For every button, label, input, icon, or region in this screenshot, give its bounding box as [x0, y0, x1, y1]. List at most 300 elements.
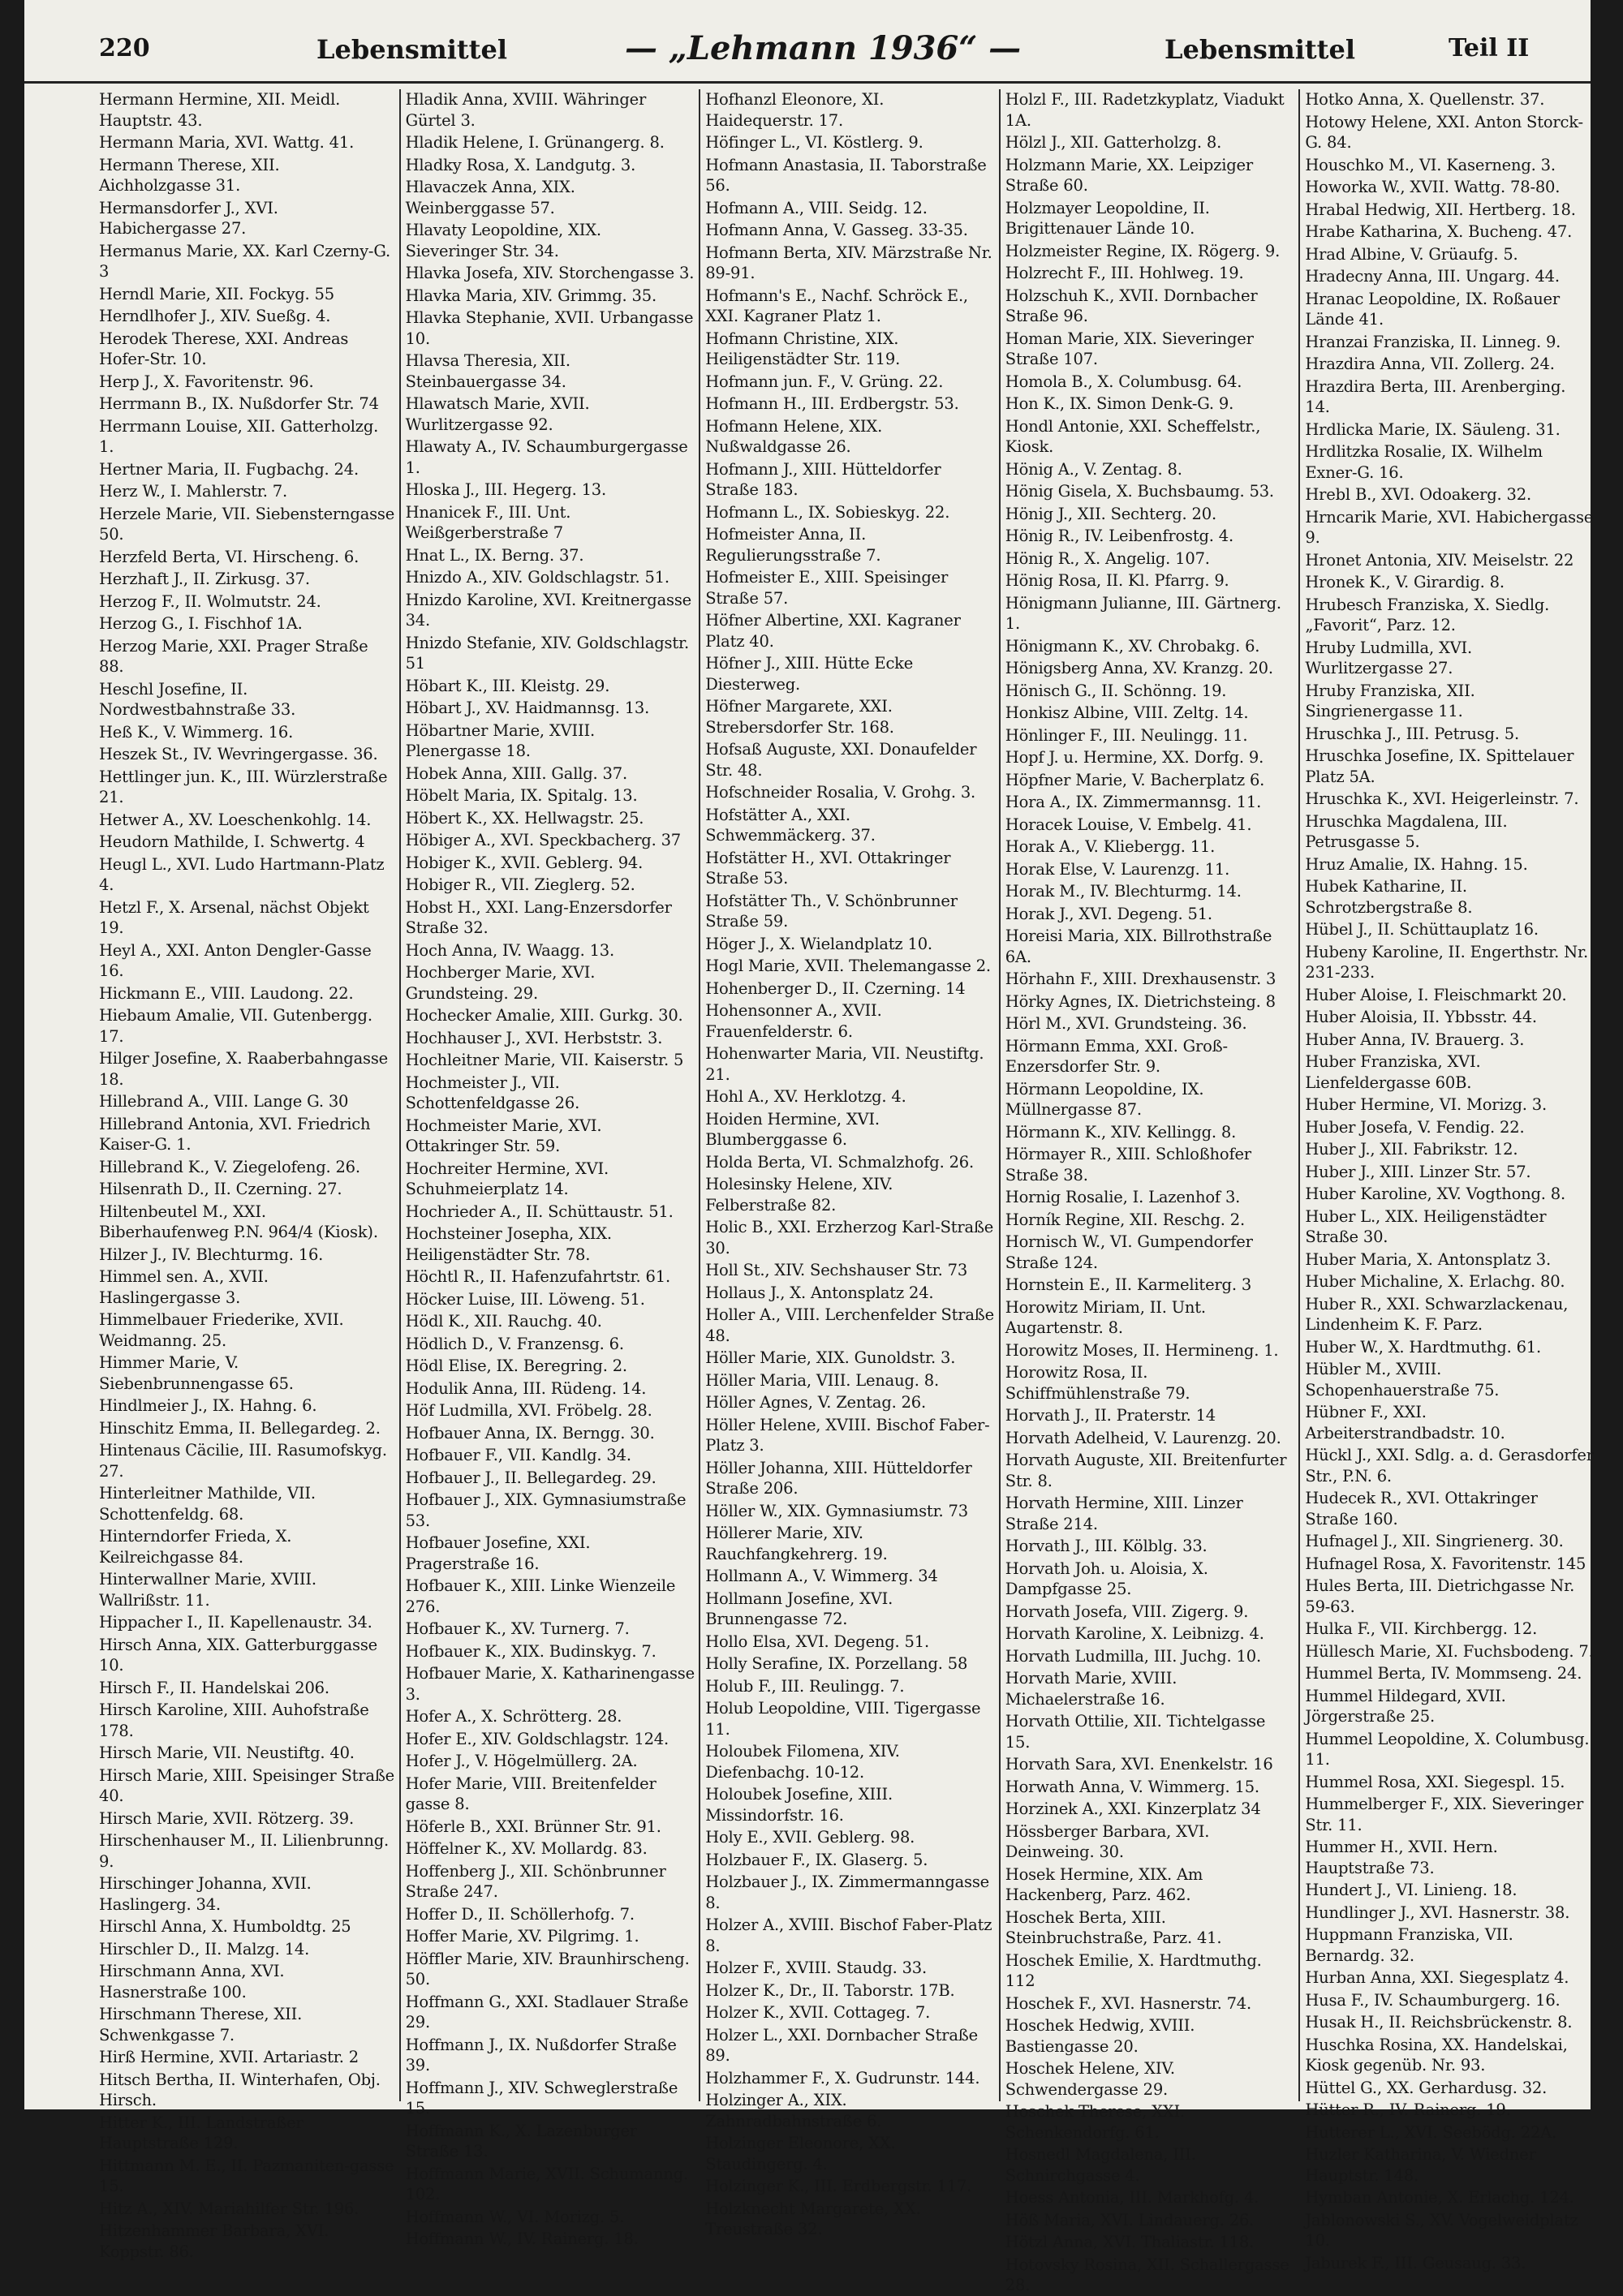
directory-entry: Hrubesch Franziska, X. Siedlg. „Favorit“, Parz. 12.: [1305, 595, 1550, 634]
directory-entry: Horvath Sara, XVI. Enenkelstr. 16: [1005, 1755, 1273, 1774]
directory-entry: Hofstätter H., XVI. Ottakringer Straße 53.: [705, 848, 951, 888]
directory-entry: Hollaus J., X. Antonsplatz 24.: [705, 1283, 934, 1302]
directory-entry: Hon K., IX. Simon Denk-G. 9.: [1005, 394, 1234, 413]
directory-entry: Hofbauer Marie, X. Katharinengasse 3.: [405, 1664, 695, 1704]
directory-entry: Holzbauer J., IX. Zimmermanngasse 8.: [705, 1872, 989, 1912]
directory-entry: Hirsch Anna, XIX. Gatterburggasse 10.: [99, 1635, 377, 1675]
directory-entry: Hochberger Marie, XVI. Grundsteing. 29.: [405, 963, 596, 1003]
directory-entry: Hradecny Anna, III. Ungarg. 44.: [1305, 267, 1560, 286]
directory-entry: Hlavka Maria, XIV. Grimmg. 35.: [405, 286, 657, 305]
directory-entry: Hurban Anna, XXI. Siegesplatz 4.: [1305, 1968, 1569, 1987]
directory-entry: Hotovsky Rosina, XII. Schallergasse 28.: [1005, 2255, 1289, 2294]
directory-entry: Hörmann K., XIV. Kellingg. 8.: [1005, 1122, 1237, 1142]
directory-entry: Hermansdorfer J., XVI. Habichergasse 27.: [99, 198, 278, 238]
directory-entry: Himmer Marie, V. Siebenbrunnengasse 65.: [99, 1353, 294, 1393]
directory-entry: Hilzer J., IV. Blechturmg. 16.: [99, 1245, 324, 1264]
directory-page: [24, 0, 1594, 2294]
directory-entry: Horvath Ottilie, XII. Tichtelgasse 15.: [1005, 1712, 1266, 1752]
directory-entry: Hochecker Amalie, XIII. Gurkg. 30.: [405, 1006, 683, 1025]
directory-entry: Holl St., XIV. Sechshauser Str. 73: [705, 1261, 968, 1279]
directory-entry: Höfner Albertine, XXI. Kagraner Platz 40.: [705, 611, 961, 651]
directory-entry: Hohenberger D., II. Czerning. 14: [705, 978, 966, 998]
directory-entry: Hochrieder A., II. Schüttaustr. 51.: [405, 1202, 674, 1221]
directory-entry: Huber Karoline, XV. Vogthong. 8.: [1305, 1185, 1565, 1203]
directory-entry: Höffler Marie, XIV. Braunhirscheng. 50.: [405, 1949, 690, 1989]
directory-entry: Hermann Maria, XVI. Wattg. 41.: [99, 133, 355, 152]
directory-entry: Höller W., XIX. Gymnasiumstr. 73: [705, 1501, 968, 1520]
directory-entry: Hollo Elsa, XVI. Degeng. 51.: [705, 1632, 929, 1651]
directory-entry: Hosek Hermine, XIX. Am Hackenberg, Parz. 462.: [1005, 1864, 1203, 1904]
directory-entry: Hoffmann W., IV. Rainerg. 18.: [405, 2229, 639, 2248]
directory-entry: Hofbauer J., II. Bellegardeg. 29.: [405, 1468, 657, 1487]
directory-entry: Holzinger K., III. Erdbergstr. 117.: [705, 2177, 972, 2195]
directory-entry: Horwath Anna, V. Wimmerg. 15.: [1005, 1777, 1259, 1796]
directory-entry: Hödlich D., V. Franzensg. 6.: [405, 1334, 624, 1353]
directory-entry: Hillebrand K., V. Ziegelofeng. 26.: [99, 1157, 360, 1176]
directory-entry: Herzog Marie, XXI. Prager Straße 88.: [99, 636, 368, 676]
directory-entry: Hirsch Karoline, XIII. Auhofstraße 178.: [99, 1701, 369, 1740]
directory-entry: Hoffmann J., XIV. Schweglerstraße 15.: [405, 2078, 678, 2118]
directory-entry: Horvath Ludmilla, III. Juchg. 10.: [1005, 1646, 1261, 1666]
directory-entry: Hinterwallner Marie, XVIII. Wallrißstr. 11.: [99, 1570, 316, 1610]
directory-entry: Hintenaus Cäcilie, III. Rasumofskyg. 27.: [99, 1441, 387, 1481]
directory-entry: Hödl Elise, IX. Beregring. 2.: [405, 1357, 627, 1375]
directory-entry: Herz W., I. Mahlerstr. 7.: [99, 482, 287, 501]
directory-entry: Hruschka K., XVI. Heigerleinstr. 7.: [1305, 789, 1579, 808]
directory-entry: Herp J., X. Favoritenstr. 96.: [99, 372, 314, 391]
directory-entry: Holly Serafine, IX. Porzellang. 58: [705, 1654, 968, 1673]
directory-entry: Hules Berta, III. Dietrichgasse Nr. 59-63.: [1305, 1576, 1575, 1616]
directory-entry: Hodulik Anna, III. Rüdeng. 14.: [405, 1378, 647, 1398]
directory-entry: Höllerer Marie, XIV. Rauchfangkehrerg. 19.: [705, 1524, 888, 1563]
publication-title: — „Lehmann 1936“ —: [625, 29, 1022, 67]
directory-entry: Hoffmann K., X. Lazenburger Straße 13.: [405, 2121, 637, 2161]
directory-entry: Hofmann's E., Nachf. Schröck E., XXI. Kagraner Platz 1.: [705, 286, 968, 325]
directory-entry: Hönig J., XII. Sechterg. 20.: [1005, 504, 1216, 523]
directory-entry: Huber J., XIII. Linzer Str. 57.: [1305, 1162, 1531, 1181]
directory-entry: Hladik Helene, I. Grünangerg. 8.: [405, 133, 665, 152]
directory-entry: Hummel Rosa, XXI. Siegespl. 15.: [1305, 1772, 1565, 1791]
directory-entry: Hymban Antonie, X. Erlachg. 124.: [1305, 2188, 1574, 2207]
directory-entry: Hobst H., XXI. Lang-Enzersdorfer Straße 32.: [405, 897, 672, 937]
directory-entry: Hütter R., IV. Rainerg. 19.: [1305, 2100, 1511, 2119]
directory-entry: Hornstein E., II. Karmeliterg. 3: [1005, 1275, 1252, 1294]
directory-entry: Hirschenhauser M., II. Lilienbrunng. 9.: [99, 1831, 390, 1871]
directory-entry: Höbelt Maria, IX. Spitalg. 13.: [405, 786, 638, 805]
directory-entry: Hofbauer J., XIX. Gymnasiumstraße 53.: [405, 1490, 687, 1530]
directory-entry: Herzele Marie, VII. Siebensterngasse 50.: [99, 504, 395, 544]
directory-entry: Horvath J., II. Praterstr. 14: [1005, 1406, 1216, 1425]
directory-entry: Hirsch Marie, XVII. Rötzerg. 39.: [99, 1808, 354, 1828]
directory-entry: Höller Agnes, V. Zentag. 26.: [705, 1393, 927, 1412]
directory-entry: Hippacher I., II. Kapellenaustr. 34.: [99, 1613, 372, 1632]
column-4: [999, 89, 1299, 2294]
directory-entry: Hrad Albine, V. Grüaufg. 5.: [1305, 244, 1518, 264]
directory-entry: Hobek Anna, XIII. Gallg. 37.: [405, 763, 627, 783]
directory-entry: Horvath Joh. u. Aloisia, X. Dampfgasse 25.: [1005, 1559, 1208, 1598]
directory-entry: Hulka F., VII. Kirchbergg. 12.: [1305, 1619, 1538, 1638]
directory-entry: Hüttel G., XX. Gerhardusg. 32.: [1305, 2078, 1548, 2097]
directory-entry: Holzrecht F., III. Hohlweg. 19.: [1005, 264, 1244, 282]
directory-entry: Huber Franziska, XVI. Lienfeldergasse 60B.: [1305, 1052, 1481, 1092]
directory-entry: Hohensonner A., XVII. Frauenfelderstr. 6.: [705, 1001, 882, 1041]
directory-entry: Himmelbauer Friederike, XVII. Weidmanng. 25.: [99, 1310, 344, 1350]
directory-entry: Hofschneider Rosalia, V. Grohg. 3.: [705, 783, 976, 802]
directory-entry: Hetwer A., XV. Loeschenkohlg. 14.: [99, 810, 372, 829]
directory-entry: Hornig Rosalie, I. Lazenhof 3.: [1005, 1188, 1241, 1206]
directory-entry: Huber Aloisia, II. Ybbsstr. 44.: [1305, 1008, 1537, 1026]
directory-entry: Hinschitz Emma, II. Bellegardeg. 2.: [99, 1418, 381, 1438]
directory-entry: Höcker Luise, III. Löweng. 51.: [405, 1289, 645, 1309]
directory-entry: Huber Michaline, X. Erlachg. 80.: [1305, 1272, 1565, 1291]
directory-entry: Hönigsberg Anna, XV. Kranzg. 20.: [1005, 659, 1273, 677]
directory-entry: Heudorn Mathilde, I. Schwertg. 4: [99, 832, 365, 851]
directory-entry: Hirschl Anna, X. Humboldtg. 25: [99, 1917, 351, 1936]
directory-entry: Hufnagel J., XII. Singrienerg. 30.: [1305, 1532, 1564, 1550]
directory-entry: Hogl Marie, XVII. Thelemangasse 2.: [705, 957, 991, 975]
directory-entry: Hochhauser J., XVI. Herbststr. 3.: [405, 1028, 663, 1047]
directory-entry: Hirß Hermine, XVII. Artariastr. 2: [99, 2048, 359, 2066]
directory-entry: Hirschmann Anna, XVI. Hasnerstraße 100.: [99, 1962, 285, 2001]
directory-entry: Horvath Adelheid, V. Laurenzg. 20.: [1005, 1428, 1281, 1447]
directory-entry: Hübler M., XVIII. Schopenhauerstraße 75.: [1305, 1360, 1500, 1400]
directory-entry: Hlawaty A., IV. Schaumburgergasse 1.: [405, 437, 688, 477]
directory-entry: Heszek St., IV. Wevringergasse. 36.: [99, 745, 378, 763]
directory-entry: Hitter K., III. Landstraßer Hauptstraße 129.: [99, 2113, 304, 2152]
directory-entry: Hindlmeier J., IX. Hahng. 6.: [99, 1396, 317, 1415]
directory-entry: Hrdlicka Marie, IX. Säuleng. 31.: [1305, 419, 1561, 439]
directory-entry: Herndlhofer J., XIV. Sueßg. 4.: [99, 307, 331, 325]
directory-entry: Hlavaty Leopoldine, XIX. Sieveringer Str. 34.: [405, 221, 601, 260]
directory-entry: Holzinger Eleonore, XX. Staudingerg. 4.: [705, 2134, 896, 2173]
directory-entry: Höf Ludmilla, XVI. Fröbelg. 28.: [405, 1401, 652, 1420]
directory-entry: Holler A., VIII. Lerchenfelder Straße 48.: [705, 1305, 994, 1345]
directory-entry: Hoschek Therese, XXI. Schenkendorfg. 61.: [1005, 2102, 1185, 2142]
directory-entry: Hrebl B., XVI. Odoakerg. 32.: [1305, 485, 1531, 504]
directory-entry: Hruschka Magdalena, III. Petrusgasse 5.: [1305, 811, 1508, 851]
directory-entry: Höß Maria, XVI. Lindauerg. 26.: [1005, 2210, 1255, 2229]
directory-entry: Hofmeister E., XIII. Speisinger Straße 57.: [705, 568, 949, 608]
directory-entry: Husak H., II. Reichsbrückenstr. 8.: [1305, 2013, 1573, 2032]
directory-entry: Hochleitner Marie, VII. Kaiserstr. 5: [405, 1051, 684, 1069]
directory-entry: Hofbauer F., VII. Kandlg. 34.: [405, 1446, 631, 1464]
directory-entry: Heschl Josefine, II. Nordwestbahnstraße 33.: [99, 679, 296, 719]
directory-entry: Hörky Agnes, IX. Dietrichsteing. 8: [1005, 991, 1276, 1011]
directory-entry: Holzschuh K., XVII. Dornbacher Straße 96.: [1005, 286, 1258, 325]
directory-entry: Hoffmann G., XXI. Stadlauer Straße 29.: [405, 1992, 689, 2032]
directory-entry: Höger J., X. Wielandplatz 10.: [705, 934, 932, 953]
page-header: [24, 0, 1591, 84]
directory-entry: Himmel sen. A., XVII. Haslingergasse 3.: [99, 1267, 269, 1307]
directory-entry: Hufnagel Rosa, X. Favoritenstr. 145: [1305, 1554, 1586, 1573]
directory-entry: Hummelberger F., XIX. Sieveringer Str. 11.: [1305, 1795, 1584, 1834]
directory-entry: Hölzl J., XII. Gatterholzg. 8.: [1005, 133, 1222, 152]
directory-entry: Holzl F., III. Radetzkyplatz, Viadukt 1A.: [1005, 90, 1285, 130]
directory-entry: Hofstätter Th., V. Schönbrunner Straße 59.: [705, 891, 958, 931]
directory-entry: Hermanus Marie, XX. Karl Czerny-G. 3: [99, 241, 391, 281]
directory-entry: Hummel Leopoldine, X. Columbusg. 11.: [1305, 1729, 1590, 1769]
directory-entry: Hiebaum Amalie, VII. Gutenbergg. 17.: [99, 1006, 372, 1046]
directory-entry: Hlavsa Theresia, XII. Steinbauergasse 34.: [405, 351, 570, 391]
directory-entry: Hilsenrath D., II. Czerning. 27.: [99, 1180, 342, 1198]
directory-entry: Horowitz Moses, II. Hermineng. 1.: [1005, 1340, 1279, 1360]
directory-entry: Huber Josefa, V. Fendig. 22.: [1305, 1117, 1525, 1137]
directory-entry: Herzhaft J., II. Zirkusg. 37.: [99, 570, 310, 588]
directory-entry: Hofstätter A., XXI. Schwemmäckerg. 37.: [705, 805, 876, 845]
directory-entry: Hönisch G., II. Schönng. 19.: [1005, 681, 1227, 700]
directory-entry: Hochmeister J., VII. Schottenfeldgasse 26.: [405, 1073, 580, 1112]
directory-entry: Hitzenhammer Barbara, XVI. Koppstr. 86.: [99, 2221, 329, 2261]
directory-entry: Hilger Josefine, X. Raaberbahngasse 18.: [99, 1049, 388, 1089]
directory-entry: Hummel Hildegard, XVII. Jörgerstraße 25.: [1305, 1686, 1506, 1726]
directory-entry: Hoffmann W., VI. Morizg. 5.: [405, 2207, 625, 2226]
directory-entry: Horak Else, V. Laurenzg. 11.: [1005, 859, 1230, 879]
directory-entry: Huber Aloise, I. Fleischmarkt 20.: [1305, 985, 1567, 1004]
directory-entry: Hoschek Hedwig, XVIII. Bastiengasse 20.: [1005, 2016, 1195, 2056]
directory-entry: Höferle B., XXI. Brünner Str. 91.: [405, 1817, 661, 1836]
part-label: Teil II: [1449, 34, 1530, 62]
directory-entry: Hrazdira Anna, VII. Zollerg. 24.: [1305, 355, 1555, 373]
directory-entry: Hörl M., XVI. Grundsteing. 36.: [1005, 1014, 1247, 1033]
directory-entry: Hofbauer Josefine, XXI. Pragerstraße 16.: [405, 1533, 591, 1573]
directory-entry: Holzmeister Regine, IX. Rögerg. 9.: [1005, 241, 1281, 260]
directory-entry: Herzog F., II. Wolmutstr. 24.: [99, 591, 321, 611]
directory-entry: Hickmann E., VIII. Laudong. 22.: [99, 983, 354, 1003]
directory-entry: Hermann Therese, XII. Aichholzgasse 31.: [99, 155, 280, 195]
directory-entry: Hönigmann Julianne, III. Gärtnerg. 1.: [1005, 593, 1281, 633]
directory-entry: Hetzl F., X. Arsenal, nächst Objekt 19.: [99, 897, 369, 937]
directory-entry: Holub Leopoldine, VIII. Tigergasse 11.: [705, 1699, 981, 1739]
directory-entry: Hranac Leopoldine, IX. Roßauer Lände 41.: [1305, 289, 1561, 329]
directory-entry: Holzmann Marie, XX. Leipziger Straße 60.: [1005, 155, 1253, 195]
directory-entry: Hlavaczek Anna, XIX. Weinberggasse 57.: [405, 178, 575, 217]
directory-entry: Hubek Katharine, II. Schrotzbergstraße 8.: [1305, 877, 1473, 917]
directory-entry: Howorka W., XVII. Wattg. 78-80.: [1305, 178, 1561, 196]
directory-entry: Hofer J., V. Högelmüllerg. 2A.: [405, 1752, 638, 1770]
directory-entry: Horvath Hermine, XIII. Linzer Straße 214.: [1005, 1494, 1243, 1533]
column-2: [399, 89, 700, 2248]
directory-entry: Hora A., IX. Zimmermannsg. 11.: [1005, 793, 1262, 811]
directory-entry: Heß K., V. Wimmerg. 16.: [99, 722, 294, 742]
directory-entry: Hnizdo Karoline, XVI. Kreitnergasse 34.: [405, 590, 691, 630]
page-number: 220: [99, 34, 150, 62]
directory-entry: Homola B., X. Columbusg. 64.: [1005, 372, 1242, 391]
directory-entry: Hofbauer K., XIII. Linke Wienzeile 276.: [405, 1576, 676, 1616]
directory-entry: Hrabe Katharina, X. Bucheng. 47.: [1305, 222, 1573, 241]
directory-entry: Herndl Marie, XII. Fockyg. 55: [99, 284, 334, 303]
directory-entry: Hönig R., IV. Leibenfrostg. 4.: [1005, 527, 1233, 545]
directory-entry: Hlavka Josefa, XIV. Storchengasse 3.: [405, 264, 695, 282]
directory-entry: Hornisch W., VI. Gumpendorfer Straße 124.: [1005, 1232, 1253, 1272]
directory-entry: Hübner F., XXI. Arbeiterstrandbadstr. 10.: [1305, 1403, 1505, 1443]
directory-entry: Hönig A., V. Zentag. 8.: [1005, 459, 1182, 479]
directory-entry: Hirsch Marie, VII. Neustiftg. 40.: [99, 1743, 355, 1762]
directory-entry: Höbart K., III. Kleistg. 29.: [405, 676, 610, 695]
directory-entry: Hofmeister Anna, II. Regulierungsstraße 7.: [705, 525, 881, 565]
directory-entry: Hofmann H., III. Erdbergstr. 53.: [705, 394, 959, 413]
directory-entry: Horak A., V. Kliebergg. 11.: [1005, 837, 1216, 856]
directory-entry: Heugl L., XVI. Ludo Hartmann-Platz 4.: [99, 854, 385, 894]
directory-entry: Jablonowski S., XV. Vogelweidplatz 10.: [1305, 2210, 1578, 2250]
directory-entry: Hönig R., X. Angelig. 107.: [1005, 548, 1210, 568]
directory-entry: Hochreiter Hermine, XVI. Schuhmeierplatz 14.: [405, 1159, 609, 1198]
directory-entry: Horník Regine, XII. Reschg. 2.: [1005, 1210, 1245, 1229]
directory-entry: Hnanicek F., III. Unt. Weißgerberstraße 7: [405, 502, 571, 542]
directory-entry: Hinterndorfer Frieda, X. Keilreichgasse 84.: [99, 1527, 292, 1567]
directory-entry: Hotko Anna, X. Quellenstr. 37.: [1305, 90, 1545, 109]
directory-entry: Hönigmann K., XV. Chrobakg. 6.: [1005, 636, 1260, 656]
directory-entry: Hutterer L., XVI. Seebödg. 22A.: [1305, 2122, 1557, 2142]
directory-entry: Höbartner Marie, XVIII. Plenergasse 18.: [405, 720, 595, 760]
directory-entry: Hochsteiner Josepha, XIX. Heiligenstädter Str. 78.: [405, 1224, 612, 1264]
directory-entry: Herodek Therese, XXI. Andreas Hofer-Str. 10.: [99, 329, 349, 368]
directory-entry: Hertner Maria, II. Fugbachg. 24.: [99, 459, 359, 479]
directory-entry: Hoschek Helene, XIV. Schwendergasse 29.: [1005, 2059, 1175, 2099]
directory-entry: Herrmann Louise, XII. Gatterholzg. 1.: [99, 416, 379, 456]
directory-entry: Horeisi Maria, XIX. Billrothstraße 6A.: [1005, 927, 1272, 966]
directory-entry: Hronek K., V. Girardig. 8.: [1305, 573, 1505, 591]
directory-entry: Huber W., X. Hardtmuthg. 61.: [1305, 1337, 1541, 1357]
directory-entry: Hirschler D., II. Malzg. 14.: [99, 1939, 310, 1958]
directory-entry: Hitz A., XIV. Mariahilfer Str. 196.: [99, 2199, 359, 2218]
directory-entry: Hotowy Helene, XXI. Anton Storck-G. 84.: [1305, 112, 1583, 152]
directory-entry: Holzer L., XXI. Dornbacher Straße 89.: [705, 2025, 978, 2065]
directory-entry: Hofmann L., IX. Sobieskyg. 22.: [705, 502, 950, 522]
directory-entry: Hopf J. u. Hermine, XX. Dorfg. 9.: [1005, 748, 1264, 767]
directory-entry: Höffelner K., XV. Mollardg. 83.: [405, 1839, 648, 1858]
directory-entry: Horak M., IV. Blechturmg. 14.: [1005, 882, 1242, 901]
directory-entry: Hummer H., XVII. Hern. Hauptstraße 73.: [1305, 1838, 1498, 1877]
directory-entry: Hladky Rosa, X. Landgutg. 3.: [405, 155, 636, 174]
directory-entry: Hössberger Barbara, XVI. Deinweing. 30.: [1005, 1821, 1210, 1861]
directory-entry: Hohenwarter Maria, VII. Neustiftg. 21.: [705, 1044, 984, 1084]
directory-entry: Hoffer D., II. Schöllerhofg. 7.: [405, 1904, 635, 1924]
directory-entry: Hödl K., XII. Rauchg. 40.: [405, 1312, 602, 1331]
directory-entry: Hofmann J., XIII. Hütteldorfer Straße 183.: [705, 459, 941, 499]
directory-entry: Hettlinger jun. K., III. Würzlerstraße 21.: [99, 767, 388, 806]
directory-entry: Hofer Marie, VIII. Breitenfelder gasse 8.: [405, 1774, 657, 1813]
running-title-right: Lebensmittel: [1165, 34, 1355, 65]
directory-entry: Hrazdira Berta, III. Arenberging. 14.: [1305, 376, 1566, 416]
directory-entry: Jaburek F., III. Geusaug. 33.: [1305, 2253, 1526, 2272]
directory-entry: Hirschinger Johanna, XVII. Haslingerg. 34.: [99, 1874, 312, 1914]
directory-entry: Hofbauer K., XIX. Budinskyg. 7.: [405, 1641, 657, 1661]
directory-entry: Hladik Anna, XVIII. Währinger Gürtel 3.: [405, 90, 647, 130]
directory-entry: Hranzai Franziska, II. Linneg. 9.: [1305, 332, 1561, 351]
directory-entry: Höfner Margarete, XXI. Strebersdorfer Str. 168.: [705, 697, 894, 737]
directory-entry: Höchtl R., II. Hafenzufahrtstr. 61.: [405, 1267, 670, 1286]
directory-entry: Hruby Ludmilla, XVI. Wurlitzergasse 27.: [1305, 638, 1473, 677]
directory-entry: Höbert K., XX. Hellwagstr. 25.: [405, 808, 644, 828]
directory-entry: Horvath Josefa, VIII. Zigerg. 9.: [1005, 1602, 1249, 1621]
directory-entry: Honkisz Albine, VIII. Zeltg. 14.: [1005, 703, 1249, 722]
directory-entry: Huber Maria, X. Antonsplatz 3.: [1305, 1249, 1551, 1269]
directory-entry: Hubeny Karoline, II. Engerthstr. Nr. 231-233.: [1305, 942, 1588, 982]
directory-entry: Hobiger R., VII. Zieglerg. 52.: [405, 875, 635, 894]
directory-entry: Hochmeister Marie, XVI. Ottakringer Str. 59.: [405, 1116, 602, 1155]
directory-entry: Hoiden Hermine, XVI. Blumberggasse 6.: [705, 1109, 880, 1149]
directory-entry: Holzmayer Leopoldine, II. Brigittenauer Lände 10.: [1005, 198, 1210, 238]
directory-entry: Hnizdo Stefanie, XIV. Goldschlagstr. 51: [405, 633, 689, 673]
directory-entry: Hoffmann Marie, XVII. Schumanng. 102.: [405, 2164, 688, 2204]
directory-entry: Holzer A., XVIII. Bischof Faber-Platz 8.: [705, 1915, 992, 1955]
directory-entry: Hofmann Christine, XIX. Heiligenstädter Str. 119.: [705, 329, 901, 368]
directory-entry: Höller Helene, XVIII. Bischof Faber-Platz 3.: [705, 1415, 990, 1455]
directory-entry: Hötzl Anna, XVI. Thaliastr. 118.: [1005, 2233, 1255, 2251]
directory-entry: Höller Johanna, XIII. Hütteldorfer Straße 206.: [705, 1458, 972, 1498]
directory-entry: Höfner J., XIII. Hütte Ecke Diesterweg.: [705, 654, 914, 694]
directory-entry: Huppmann Franziska, VII. Bernardg. 32.: [1305, 1925, 1513, 1965]
directory-entry: Holoubek Josefine, XIII. Missindorfstr. 16.: [705, 1785, 893, 1825]
directory-entry: Horvath Karoline, X. Leibnizg. 4.: [1005, 1624, 1264, 1643]
directory-entry: Hofhanzl Eleonore, XI. Haidequerstr. 17.: [705, 90, 885, 130]
directory-entry: Hofmann Helene, XIX. Nußwaldgasse 26.: [705, 416, 883, 456]
directory-entry: Hobiger K., XVII. Geblerg. 94.: [405, 853, 644, 872]
directory-entry: Hofer A., X. Schrötterg. 28.: [405, 1707, 622, 1726]
directory-entry: Horowitz Miriam, II. Unt. Augartenstr. 8.: [1005, 1297, 1206, 1337]
directory-entry: Hönig Gisela, X. Buchsbaumg. 53.: [1005, 482, 1274, 501]
directory-entry: Hofbauer K., XV. Turnerg. 7.: [405, 1619, 630, 1638]
directory-entry: Huber Anna, IV. Brauerg. 3.: [1305, 1030, 1525, 1049]
directory-entry: Hittmann M. E., II. Pazmaniten-gasse 15.: [99, 2156, 394, 2195]
directory-entry: Herzog G., I. Fischhof 1A.: [99, 614, 303, 633]
directory-entry: Holzknecht Margarete, XX. Treustraße 32.: [705, 2199, 921, 2238]
directory-entry: Holzer K., XVII. Cottageg. 7.: [705, 2003, 931, 2022]
directory-entry: Horzinek A., XXI. Kinzerplatz 34: [1005, 1799, 1261, 1818]
directory-entry: Huber J., XII. Fabrikstr. 12.: [1305, 1140, 1518, 1159]
directory-entry: Höbart J., XV. Haidmannsg. 13.: [405, 699, 650, 717]
directory-entry: Holzer F., XVIII. Staudg. 33.: [705, 1958, 928, 1977]
directory-entry: Hundert J., VI. Linieng. 18.: [1305, 1881, 1518, 1899]
directory-entry: Holzer K., Dr., II. Taborstr. 17B.: [705, 1980, 955, 2000]
directory-entry: Hückl J., XXI. Sdlg. a. d. Gerasdorfer Str., P.N. 6.: [1305, 1446, 1594, 1486]
directory-entry: Hinterleitner Mathilde, VII. Schottenfeldg. 68.: [99, 1484, 316, 1524]
directory-entry: Hofmann A., VIII. Seidg. 12.: [705, 198, 928, 217]
directory-entry: Holic B., XXI. Erzherzog Karl-Straße 30.: [705, 1218, 994, 1258]
directory-entry: Hrdlitzka Rosalie, IX. Wilhelm Exner-G. 16.: [1305, 442, 1543, 482]
directory-entry: Hoschek F., XVI. Hasnerstr. 74.: [1005, 1993, 1252, 2013]
directory-entry: Herrmann B., IX. Nußdorfer Str. 74: [99, 394, 379, 413]
directory-entry: Horowitz Rosa, II. Schiffmühlenstraße 79.: [1005, 1363, 1190, 1403]
column-3: [699, 89, 999, 2238]
directory-entry: Hiltenbeutel M., XXI. Biberhaufenweg P.N. 964/4 (Kiosk).: [99, 1202, 378, 1241]
directory-entry: Huzler Katharina, V. Wiedner Hauptstr. 148.: [1305, 2145, 1536, 2185]
directory-columns: [99, 89, 1599, 2294]
directory-entry: Hofbauer Anna, IX. Berngg. 30.: [405, 1423, 655, 1443]
directory-entry: Hosnedl Magdalena, III. Schnirchgasse 4.: [1005, 2145, 1196, 2185]
directory-entry: Huber R., XXI. Schwarzlackenau, Lindenheim K. F. Parz.: [1305, 1294, 1569, 1334]
directory-entry: Holzhammer F., X. Gudrunstr. 144.: [705, 2068, 980, 2087]
directory-entry: Hoschek Emilie, X. Hardtmuthg. 112: [1005, 1950, 1262, 1990]
directory-entry: Hirsch F., II. Handelskai 206.: [99, 1678, 329, 1697]
directory-entry: Hörmann Emma, XXI. Groß-Enzersdorfer Str. 9.: [1005, 1036, 1228, 1076]
directory-entry: Hudecek R., XVI. Ottakringer Straße 160.: [1305, 1489, 1538, 1529]
directory-entry: Hofer E., XIV. Goldschlagstr. 124.: [405, 1729, 669, 1748]
directory-entry: Hollmann Josefine, XVI. Brunnengasse 72.: [705, 1589, 893, 1628]
directory-entry: Hillebrand Antonia, XVI. Friedrich Kaiser-G. 1.: [99, 1114, 371, 1154]
directory-entry: Höfinger L., VI. Köstlerg. 9.: [705, 133, 923, 152]
running-title-left: Lebensmittel: [316, 34, 507, 65]
column-5: [1298, 89, 1599, 2272]
directory-entry: Höller Maria, VIII. Lenaug. 8.: [705, 1370, 939, 1390]
directory-entry: Herzfeld Berta, VI. Hirscheng. 6.: [99, 547, 359, 566]
directory-entry: Hofsaß Auguste, XXI. Donaufelder Str. 48.: [705, 740, 977, 780]
directory-entry: Hörmann Leopoldine, IX. Müllnergasse 87.: [1005, 1079, 1204, 1119]
directory-entry: Horvath Auguste, XII. Breitenfurter Str. 8.: [1005, 1451, 1287, 1490]
directory-entry: Heyl A., XXI. Anton Dengler-Gasse 16.: [99, 940, 372, 980]
directory-entry: Hrabal Hedwig, XII. Hertberg. 18.: [1305, 200, 1576, 219]
directory-entry: Holoubek Filomena, XIV. Diefenbachg. 10-12.: [705, 1742, 900, 1782]
